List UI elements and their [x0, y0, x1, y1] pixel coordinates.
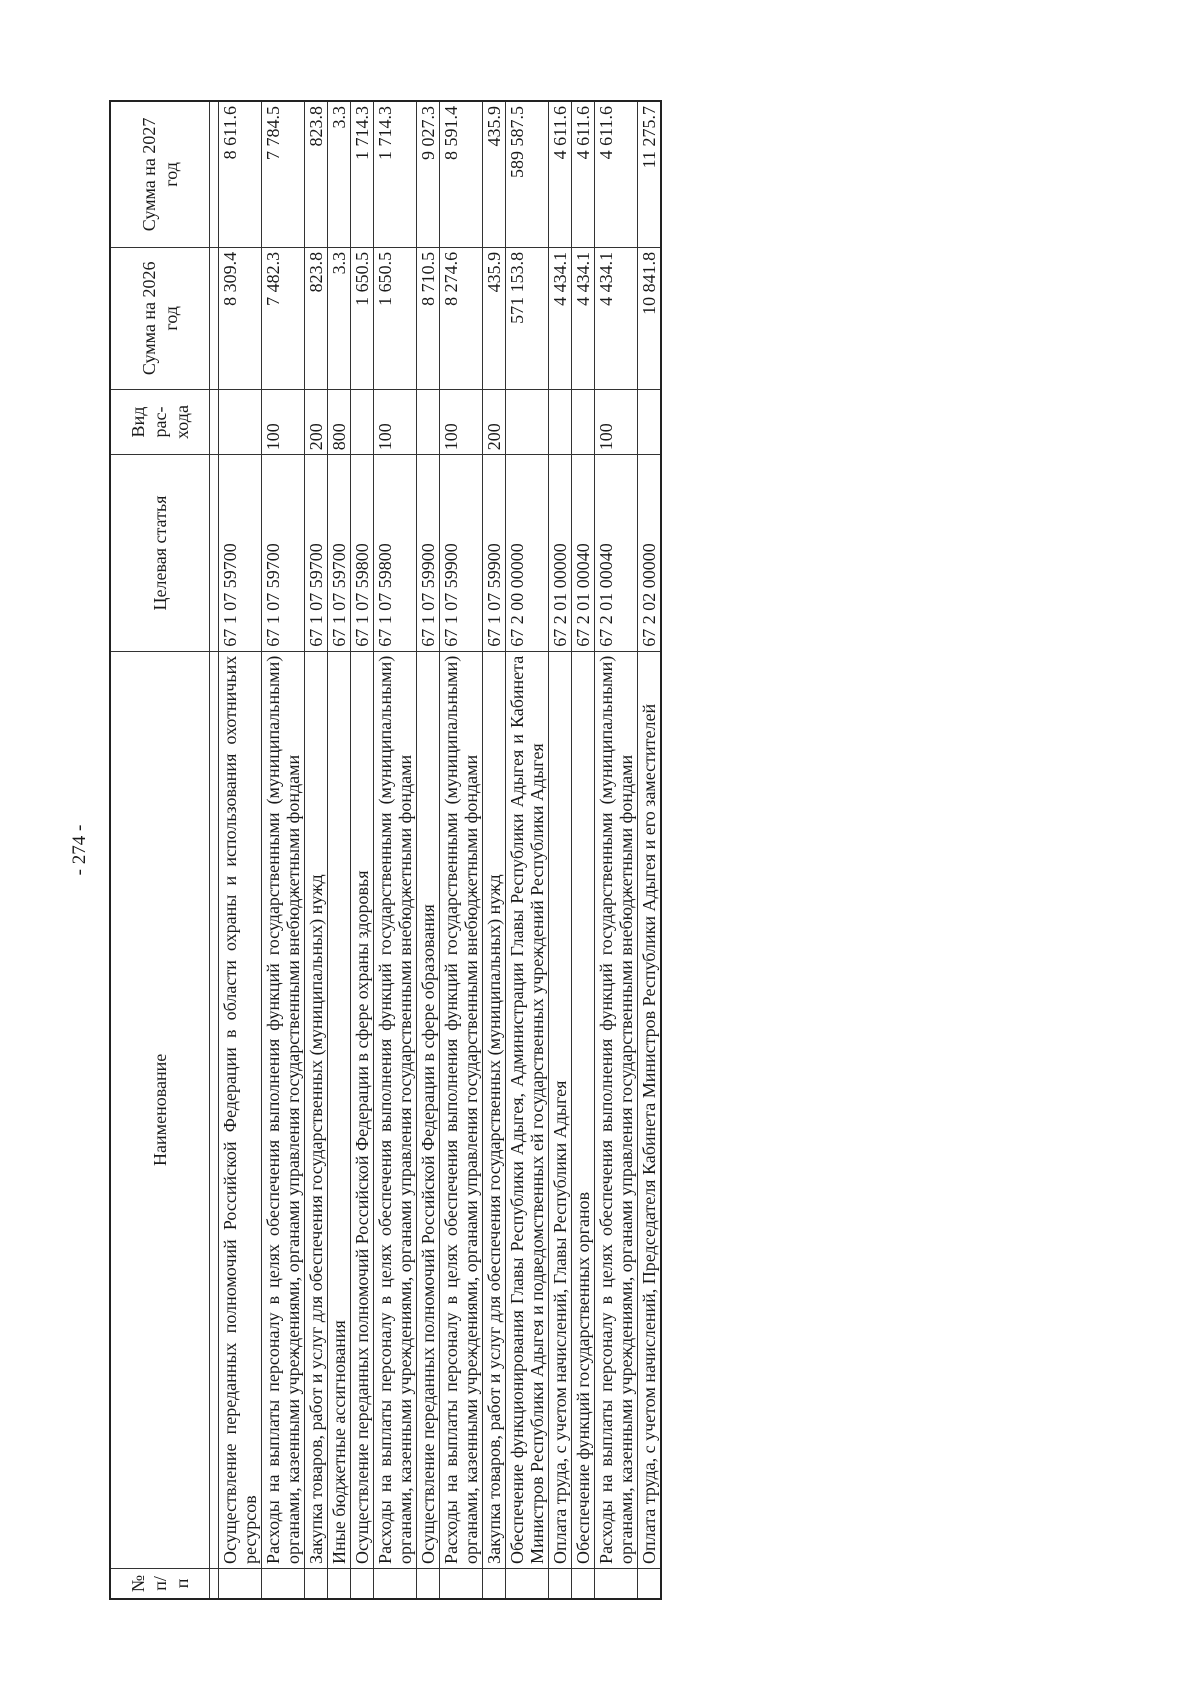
row-sum-2027: 11 275.7: [638, 101, 662, 247]
row-number: [328, 1568, 351, 1599]
row-name: Закупка товаров, работ и услуг для обеспечения государственных (муниципальных) нужд: [305, 651, 328, 1568]
row-kind: 200: [305, 389, 328, 455]
row-name: Осуществление переданных полномочий Российской Федерации в области охраны и использования охотничьих ресурсов: [219, 651, 262, 1568]
header-kind: Вид рас- хода: [110, 389, 210, 455]
row-sum-2027: 4 611.6: [572, 101, 595, 247]
row-kind: 100: [595, 389, 638, 455]
row-number: [262, 1568, 305, 1599]
row-kind: 100: [440, 389, 483, 455]
row-kind: [506, 389, 549, 455]
row-sum-2026: 7 482.3: [262, 247, 305, 389]
row-name: Обеспечение функций государственных органов: [572, 651, 595, 1568]
table-row: [549, 101, 572, 1599]
row-sum-2027: 7 784.5: [262, 101, 305, 247]
row-sum-2026: 823.8: [305, 247, 328, 389]
row-kind: 200: [483, 389, 506, 455]
table-row: [305, 101, 328, 1599]
header-gap-row: [210, 101, 219, 1599]
row-name: Расходы на выплаты персоналу в целях обеспечения выполнения функций государственными (муниципальными) органами, казенными учреждениями, органами управления государственными внебюджетными фондами: [595, 651, 638, 1568]
row-sum-2027: 4 611.6: [549, 101, 572, 247]
budget-table: [109, 100, 662, 1600]
row-kind: [549, 389, 572, 455]
row-sum-2026: 4 434.1: [572, 247, 595, 389]
row-sum-2027: 3.3: [328, 101, 351, 247]
row-code: 67 2 01 00000: [549, 455, 572, 652]
table-row: [506, 101, 549, 1599]
table-row: [374, 101, 417, 1599]
header-sum-2027: Сумма на 2027 год: [110, 101, 210, 247]
row-sum-2026: 1 650.5: [351, 247, 374, 389]
row-name: Закупка товаров, работ и услуг для обеспечения государственных (муниципальных) нужд: [483, 651, 506, 1568]
row-number: [549, 1568, 572, 1599]
row-sum-2027: 4 611.6: [595, 101, 638, 247]
row-sum-2027: 8 611.6: [219, 101, 262, 247]
row-kind: [572, 389, 595, 455]
row-name: Оплата труда, с учетом начислений, Главы Республики Адыгея: [549, 651, 572, 1568]
row-number: [483, 1568, 506, 1599]
row-code: 67 1 07 59900: [483, 455, 506, 652]
row-name: Расходы на выплаты персоналу в целях обеспечения выполнения функций государственными (муниципальными) органами, казенными учреждениями, органами управления государственными внебюджетными фондами: [374, 651, 417, 1568]
row-kind: [417, 389, 440, 455]
row-kind: 100: [262, 389, 305, 455]
row-name: Иные бюджетные ассигнования: [328, 651, 351, 1568]
table-row: [417, 101, 440, 1599]
row-number: [440, 1568, 483, 1599]
row-code: 67 1 07 59900: [440, 455, 483, 652]
row-number: [374, 1568, 417, 1599]
table-row: [328, 101, 351, 1599]
row-name: Осуществление переданных полномочий Российской Федерации в сфере охраны здоровья: [351, 651, 374, 1568]
row-code: 67 1 07 59800: [374, 455, 417, 652]
page-number: - 274 -: [69, 824, 90, 876]
row-name: Оплата труда, с учетом начислений, Председателя Кабинета Министров Республики Адыгея и его заместителей: [638, 651, 662, 1568]
row-number: [351, 1568, 374, 1599]
row-code: 67 1 07 59700: [262, 455, 305, 652]
row-name: Расходы на выплаты персоналу в целях обеспечения выполнения функций государственными (муниципальными) органами, казенными учреждениями, органами управления государственными внебюджетными фондами: [262, 651, 305, 1568]
table-row: [572, 101, 595, 1599]
row-code: 67 2 01 00040: [595, 455, 638, 652]
row-kind: 100: [374, 389, 417, 455]
table-row: [219, 101, 262, 1599]
row-code: 67 1 07 59700: [305, 455, 328, 652]
row-sum-2026: 4 434.1: [549, 247, 572, 389]
row-code: 67 2 00 00000: [506, 455, 549, 652]
table-row: [351, 101, 374, 1599]
row-number: [595, 1568, 638, 1599]
table-row: [440, 101, 483, 1599]
row-sum-2027: 435.9: [483, 101, 506, 247]
table-row: [595, 101, 638, 1599]
row-kind: [219, 389, 262, 455]
row-code: 67 1 07 59700: [328, 455, 351, 652]
row-sum-2026: 3.3: [328, 247, 351, 389]
row-code: 67 1 07 59900: [417, 455, 440, 652]
row-number: [506, 1568, 549, 1599]
row-sum-2027: 8 591.4: [440, 101, 483, 247]
row-code: 67 1 07 59800: [351, 455, 374, 652]
row-code: 67 2 01 00040: [572, 455, 595, 652]
row-sum-2027: 823.8: [305, 101, 328, 247]
row-code: 67 1 07 59700: [219, 455, 262, 652]
row-kind: [351, 389, 374, 455]
row-sum-2027: 1 714.3: [351, 101, 374, 247]
header-row: [110, 101, 210, 1599]
row-sum-2026: 435.9: [483, 247, 506, 389]
row-sum-2026: 1 650.5: [374, 247, 417, 389]
row-sum-2026: 8 710.5: [417, 247, 440, 389]
table-row: [638, 101, 662, 1599]
row-sum-2026: 10 841.8: [638, 247, 662, 389]
row-number: [638, 1568, 662, 1599]
row-sum-2026: 4 434.1: [595, 247, 638, 389]
row-name: Осуществление переданных полномочий Российской Федерации в сфере образования: [417, 651, 440, 1568]
row-number: [219, 1568, 262, 1599]
header-no: № п/п: [110, 1568, 210, 1599]
row-sum-2027: 589 587.5: [506, 101, 549, 247]
budget-table-container: [109, 100, 1044, 1600]
row-name: Обеспечение функционирования Главы Республики Адыгея, Администрации Главы Республики Адыгея и Кабинета Министров Республики Адыгея и подведомственных ей государственных учреждений Республики Адыгея: [506, 651, 549, 1568]
row-sum-2026: 8 309.4: [219, 247, 262, 389]
row-sum-2027: 1 714.3: [374, 101, 417, 247]
row-name: Расходы на выплаты персоналу в целях обеспечения выполнения функций государственными (муниципальными) органами, казенными учреждениями, органами управления государственными внебюджетными фондами: [440, 651, 483, 1568]
row-kind: 800: [328, 389, 351, 455]
header-sum-2026: Сумма на 2026 год: [110, 247, 210, 389]
header-code: Целевая статья: [110, 455, 210, 652]
row-kind: [638, 389, 662, 455]
row-sum-2026: 8 274.6: [440, 247, 483, 389]
row-code: 67 2 02 00000: [638, 455, 662, 652]
table-row: [483, 101, 506, 1599]
row-number: [572, 1568, 595, 1599]
row-number: [417, 1568, 440, 1599]
table-row: [262, 101, 305, 1599]
row-sum-2027: 9 027.3: [417, 101, 440, 247]
header-name: Наименование: [110, 651, 210, 1568]
row-number: [305, 1568, 328, 1599]
row-sum-2026: 571 153.8: [506, 247, 549, 389]
